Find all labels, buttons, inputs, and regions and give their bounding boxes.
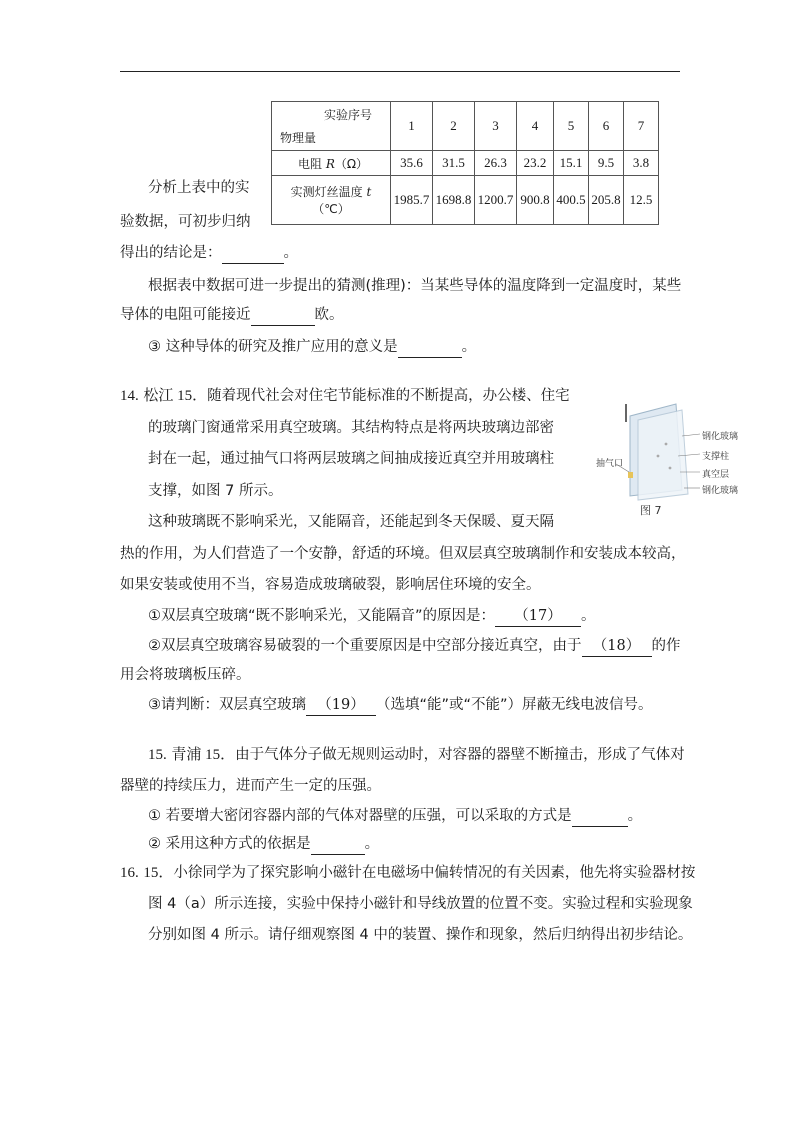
table-row-resistance	[272, 151, 659, 176]
table-cell: 9.5	[589, 151, 624, 176]
question-source: 青浦 15．	[171, 747, 236, 763]
q15-sub-1: ① 若要增大密闭容器内部的气体对器壁的压强，可以采取的方式是 。	[148, 806, 642, 827]
question-source: 松江 15．	[143, 388, 208, 404]
table-cell: 1698.8	[433, 176, 475, 225]
question-number: 16.	[120, 865, 139, 881]
column-header: 5	[554, 102, 589, 151]
q14-sub-3: ③请判断：双层真空玻璃 （19） （选填“能”或“不能”）屏蔽无线电波信号。	[148, 695, 653, 716]
row-label-temperature: 实测灯丝温度 t （℃）	[272, 176, 391, 225]
q14-line-4: 支撑，如图 7 所示。	[148, 483, 283, 499]
column-header: 2	[433, 102, 475, 151]
label-tempered-glass-top: 钢化玻璃	[702, 432, 739, 442]
question-source: 15．	[143, 865, 174, 881]
table-cell: 23.2	[517, 151, 554, 176]
table-row-temperature	[272, 176, 659, 225]
table-cell: 12.5	[624, 176, 659, 225]
question-number: 14.	[120, 388, 139, 404]
table-cell: 35.6	[391, 151, 433, 176]
label-air-inlet: 抽气口	[596, 459, 624, 469]
column-header: 7	[624, 102, 659, 151]
q14-sub-1: ①双层真空玻璃“既不影响采光，又能隔音”的原因是： （17） 。	[148, 606, 596, 627]
figure-7-vacuum-glass	[596, 398, 746, 516]
answer-blank[interactable]	[222, 243, 284, 264]
q14-line-1: 14. 松江 15．随着现代社会对住宅节能标准的不断提高，办公楼、住宅	[120, 388, 570, 404]
q14-line-2: 的玻璃门窗通常采用真空玻璃。其结构特点是将两块玻璃边部密	[148, 420, 554, 436]
q16-line-3: 分别如图 4 所示。请仔细观察图 4 中的装置、操作和现象，然后归纳得出初步结论。	[148, 927, 693, 943]
data-table	[271, 101, 659, 225]
q14-line-6: 热的作用，为人们营造了一个安静，舒适的环境。但双层真空玻璃制作和安装成本较高，	[120, 546, 686, 562]
table-corner-cell	[272, 102, 391, 151]
column-header: 4	[517, 102, 554, 151]
column-header: 1	[391, 102, 433, 151]
table-cell: 400.5	[554, 176, 589, 225]
figure-caption: 图 7	[640, 504, 662, 517]
table-cell: 1200.7	[475, 176, 517, 225]
q14-sub-2-cont: 用会将玻璃板压碎。	[120, 667, 251, 683]
q13-line-2: 验数据，可初步归纳	[120, 214, 251, 230]
table-cell: 3.8	[624, 151, 659, 176]
answer-blank-17[interactable]: （17）	[495, 606, 581, 627]
q13-line-1: 分析上表中的实	[148, 180, 250, 196]
q14-line-3: 封在一起，通过抽气口将两层玻璃之间抽成接近真空并用玻璃柱	[148, 451, 554, 467]
column-header: 3	[475, 102, 517, 151]
table-cell: 900.8	[517, 176, 554, 225]
answer-blank[interactable]	[311, 834, 365, 855]
q14-line-7: 如果安装或使用不当，容易造成玻璃破裂，影响居住环境的安全。	[120, 577, 541, 593]
q14-line-5: 这种玻璃既不影响采光，又能隔音，还能起到冬天保暖、夏天隔	[148, 514, 554, 530]
corner-bottom-label: 物理量	[280, 131, 317, 145]
q13-line-5: 导体的电阻可能接近 欧。	[120, 305, 344, 326]
answer-blank[interactable]	[251, 305, 315, 326]
table-cell: 26.3	[475, 151, 517, 176]
label-vacuum-layer: 真空层	[702, 470, 730, 480]
q16-line-2: 图 4（a）所示连接，实验中保持小磁针和导线放置的位置不变。实验过程和实验现象	[148, 896, 693, 912]
q13-line-4: 根据表中数据可进一步提出的猜测(推理)：当某些导体的温度降到一定温度时，某些	[148, 278, 682, 294]
q13-line-3: 得出的结论是： 。	[120, 243, 298, 264]
header-rule	[120, 71, 680, 72]
q16-line-1: 16. 15．小徐同学为了探究影响小磁针在电磁场中偏转情况的有关因素，他先将实验器材按	[120, 865, 696, 881]
table-header-row	[272, 102, 659, 151]
answer-blank[interactable]	[572, 806, 628, 827]
corner-top-label: 实验序号	[324, 108, 373, 122]
q15-line-1: 15. 青浦 15．由于气体分子做无规则运动时，对容器的器壁不断撞击，形成了气体对	[148, 747, 685, 763]
question-number: 15.	[148, 747, 167, 763]
row-label-resistance: 电阻 R（Ω）	[272, 151, 391, 176]
table-cell: 1985.7	[391, 176, 433, 225]
column-header: 6	[589, 102, 624, 151]
table-cell: 205.8	[589, 176, 624, 225]
q15-line-2: 器壁的持续压力，进而产生一定的压强。	[120, 778, 381, 794]
table-cell: 15.1	[554, 151, 589, 176]
q13-line-6: ③ 这种导体的研究及推广应用的意义是 。	[148, 337, 476, 358]
label-support-pillar: 支撑柱	[702, 452, 730, 462]
q15-sub-2: ② 采用这种方式的依据是 。	[148, 834, 379, 855]
table-cell: 31.5	[433, 151, 475, 176]
answer-blank[interactable]	[398, 337, 462, 358]
label-tempered-glass-bottom: 钢化玻璃	[702, 486, 739, 496]
q14-sub-2: ②双层真空玻璃容易破裂的一个重要原因是中空部分接近真空，由于 （18） 的作	[148, 636, 681, 657]
answer-blank-19[interactable]: （19）	[306, 695, 376, 716]
answer-blank-18[interactable]: （18）	[582, 636, 652, 657]
